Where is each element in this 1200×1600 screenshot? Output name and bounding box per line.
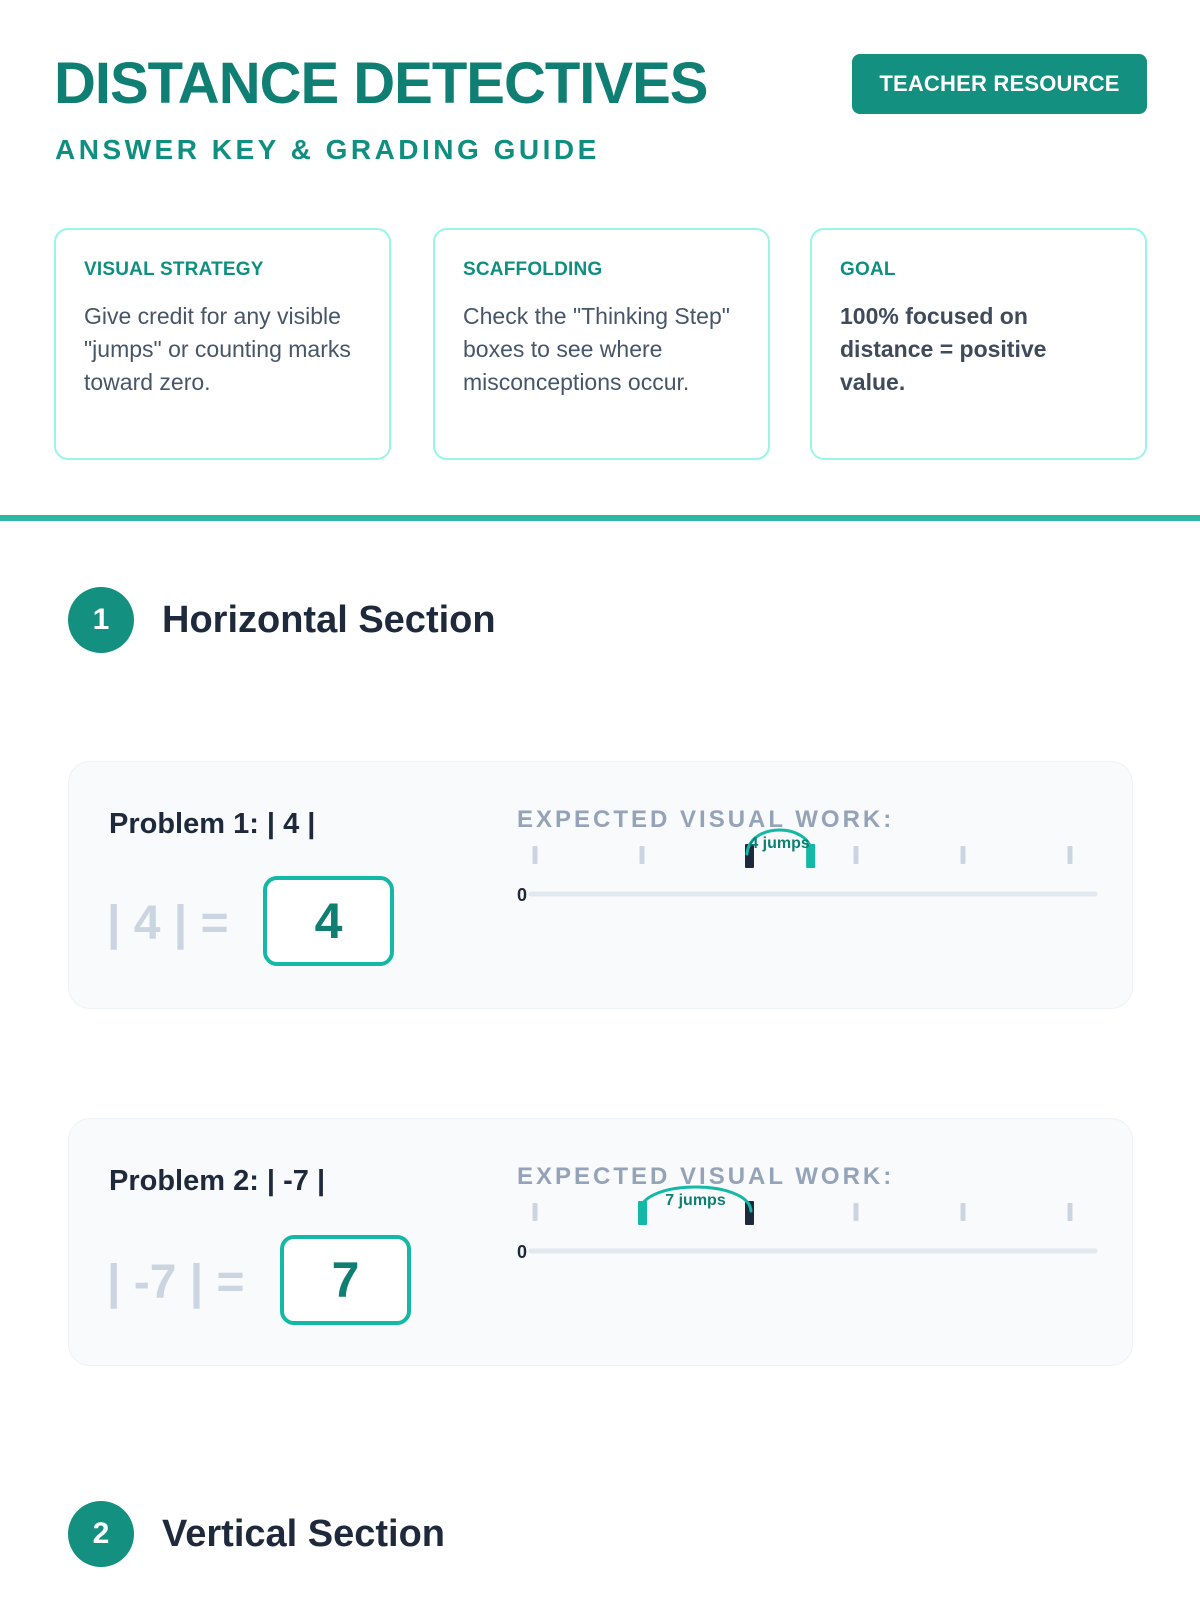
tick-mark [854,846,859,864]
expected-work-label: EXPECTED VISUAL WORK: [517,806,895,833]
info-card-label: GOAL [840,259,896,280]
problem-card-2 [68,1118,1133,1366]
section-number: 2 [68,1501,134,1567]
section-title: Vertical Section [162,1512,446,1555]
tick-mark [854,1203,859,1221]
number-line-svg [517,824,1097,904]
expected-work-label: EXPECTED VISUAL WORK: [517,1163,895,1190]
info-card-label: SCAFFOLDING [463,259,603,280]
problem-card-1 [68,761,1133,1009]
problem-label: Problem 1: | 4 | [109,808,316,840]
problem-expression: | -7 | = [107,1256,245,1309]
info-card-visual-strategy [54,228,391,460]
answer-box[interactable]: 4 [263,876,394,966]
zero-label: 0 [517,1242,528,1262]
tick-mark [533,1203,538,1221]
number-line-svg [517,1181,1097,1261]
tick-mark [533,846,538,864]
info-card-text: 100% focused on distance = positive value. [840,303,1047,395]
tick-mark [1068,846,1073,864]
header-divider [0,515,1200,521]
tick-mark [1068,1203,1073,1221]
section-heading-horizontal [68,587,768,653]
section-number: 1 [68,587,134,653]
zero-label: 0 [517,885,528,905]
info-card-text: Give credit for any visible "jumps" or counting marks toward zero. [84,303,351,395]
info-card-goal [810,228,1147,460]
teacher-resource-badge[interactable]: TEACHER RESOURCE [852,54,1147,114]
section-title: Horizontal Section [162,598,496,641]
page-subtitle: ANSWER KEY & GRADING GUIDE [55,134,600,165]
info-card-text: Check the "Thinking Step" boxes to see where misconceptions occur. [463,303,730,395]
problem-expression: | 4 | = [107,897,229,950]
tick-mark [961,846,966,864]
jump-label: 4 jumps [749,835,810,852]
problem-label: Problem 2: | -7 | [109,1165,326,1197]
header [0,0,1200,520]
number-line [517,824,1097,904]
info-card-scaffolding [433,228,770,460]
jump-label: 7 jumps [665,1192,726,1209]
tick-mark [640,846,645,864]
page-title: DISTANCE DETECTIVES [54,51,708,116]
section-heading-vertical [68,1501,768,1567]
number-line [517,1181,1097,1261]
info-card-label: VISUAL STRATEGY [84,259,264,280]
tick-mark [961,1203,966,1221]
answer-box[interactable]: 7 [280,1235,411,1325]
